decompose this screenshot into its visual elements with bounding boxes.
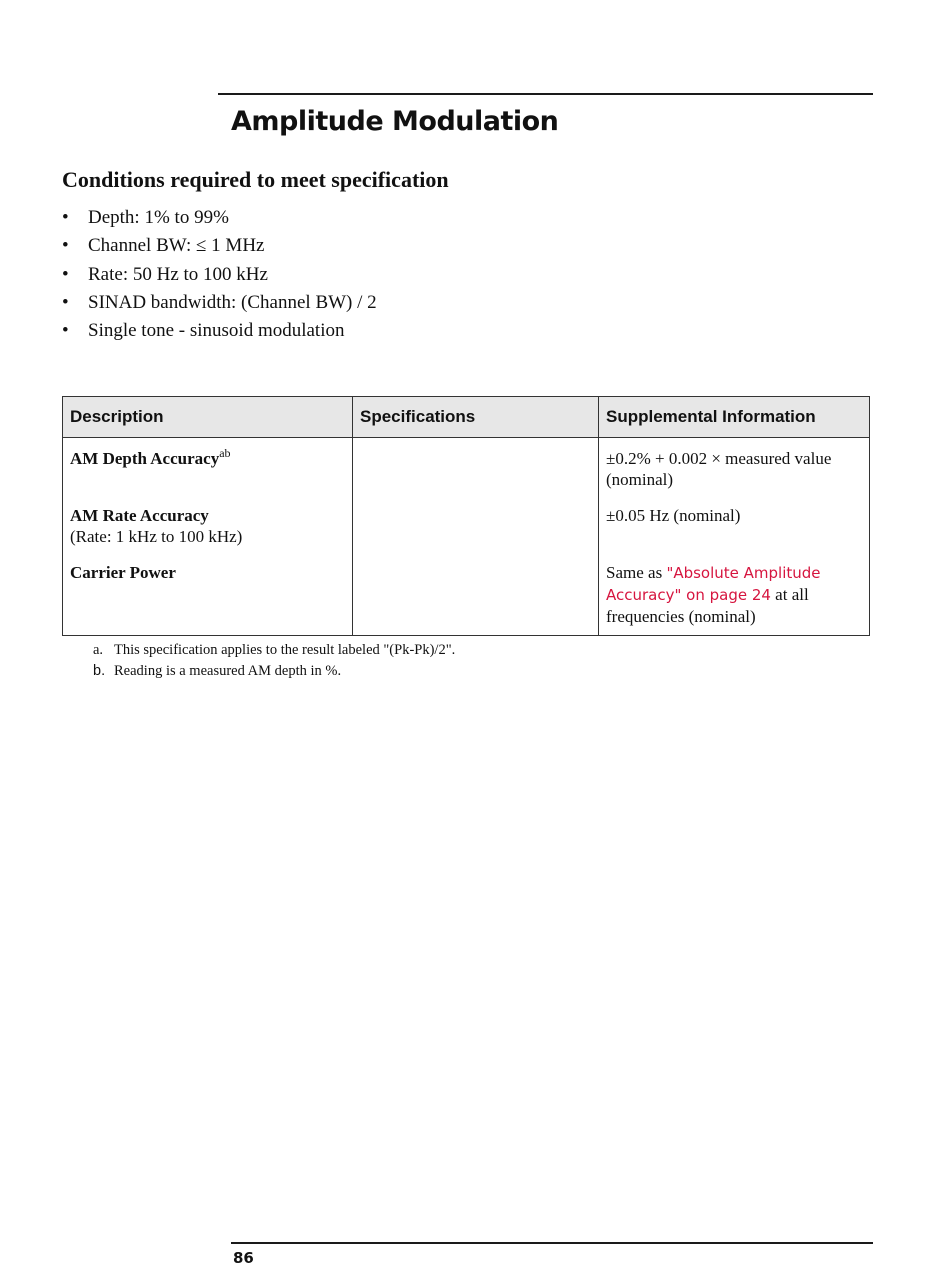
condition-text: Single tone - sinusoid modulation: [88, 320, 345, 342]
header-description: Description: [63, 397, 353, 438]
condition-item: [62, 233, 377, 261]
row-label: Carrier Power: [70, 563, 176, 582]
chapter-title: Amplitude Modulation: [231, 106, 559, 137]
footnote-text: This specification applies to the result labeled "(Pk-Pk)/2".: [114, 642, 456, 658]
table-row: [63, 494, 870, 550]
cell-specifications: [353, 550, 599, 636]
conditions-list: [62, 205, 377, 346]
top-rule: [218, 93, 873, 95]
condition-item: [62, 262, 377, 290]
footnotes: [93, 640, 455, 681]
condition-text: Channel BW: ≤ 1 MHz: [88, 235, 265, 257]
condition-item: [62, 318, 377, 346]
cell-description: [63, 438, 353, 495]
bullet: •: [62, 320, 69, 342]
footnote-letter: a.: [93, 642, 104, 658]
supplemental-text: ±0.05 Hz (nominal): [606, 506, 741, 525]
cell-supplemental: [599, 494, 870, 550]
cell-description: [63, 494, 353, 550]
row-label: AM Rate Accuracy: [70, 506, 209, 525]
condition-text: Depth: 1% to 99%: [88, 207, 229, 228]
supplemental-prefix: Same as: [606, 563, 667, 582]
table-header-row: [63, 397, 870, 438]
header-supplemental-information: Supplemental Information: [599, 397, 870, 438]
footnote-text: Reading is a measured AM depth in %.: [114, 662, 342, 679]
cell-description: [63, 550, 353, 636]
bullet: •: [62, 263, 69, 285]
condition-text: SINAD bandwidth: (Channel BW) / 2: [88, 291, 377, 313]
table-row: [63, 550, 870, 636]
cell-supplemental: [599, 438, 870, 495]
specification-table: [62, 396, 870, 636]
condition-text: Rate: 50 Hz to 100 kHz: [88, 263, 268, 285]
footnote-reference[interactable]: ab: [219, 446, 231, 460]
section-heading: Conditions required to meet specification: [62, 167, 449, 192]
row-label: AM Depth Accuracy: [70, 449, 220, 468]
cell-specifications: [353, 494, 599, 550]
page-number: 86: [233, 1249, 254, 1267]
supplemental-suffix: at all frequencies (nominal): [606, 585, 809, 626]
condition-item: [62, 205, 377, 233]
bullet: •: [62, 207, 69, 228]
footnote-letter: b.: [93, 662, 106, 679]
footnote: [93, 661, 455, 682]
bottom-rule: [231, 1242, 873, 1244]
cell-supplemental: [599, 550, 870, 636]
condition-item: [62, 290, 377, 318]
bullet: •: [62, 235, 69, 257]
supplemental-text: ±0.2% + 0.002 × measured value: [606, 449, 832, 468]
row-sublabel: (Rate: 1 kHz to 100 kHz): [70, 527, 243, 546]
cross-reference-link[interactable]: "Absolute Amplitude Accuracy" on page 24: [606, 564, 821, 604]
table-row: [63, 438, 870, 495]
cell-specifications: [353, 438, 599, 495]
supplemental-text: (nominal): [606, 470, 674, 489]
header-specifications: Specifications: [353, 397, 599, 438]
bullet: •: [62, 291, 69, 313]
footnote: [93, 640, 455, 661]
